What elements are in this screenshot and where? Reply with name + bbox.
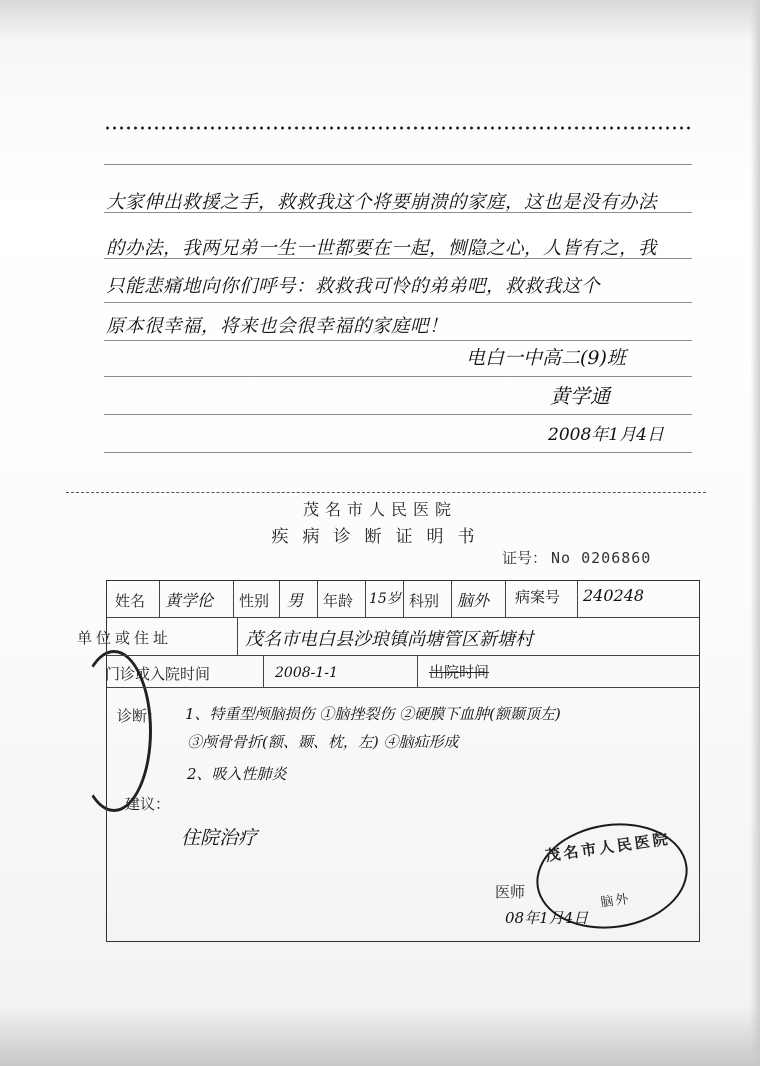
advice-label: 建议： bbox=[125, 795, 171, 813]
seal-dept: 脑外 bbox=[599, 891, 632, 911]
address-value: 茂名市电白县沙琅镇尚塘管区新塘村 bbox=[245, 629, 533, 650]
letter-dotted-rule bbox=[104, 126, 692, 130]
letter-line: 大家伸出救援之手，救救我这个将要崩溃的家庭，这也是没有办法 bbox=[106, 192, 658, 213]
col-divider bbox=[451, 581, 452, 617]
col-divider bbox=[577, 581, 578, 617]
sex-label: 性别 bbox=[239, 592, 270, 610]
col-divider bbox=[365, 581, 366, 617]
name-value: 黄学伦 bbox=[165, 591, 214, 610]
col-divider bbox=[403, 581, 404, 617]
letter-date: 2008年1月4日 bbox=[548, 425, 664, 445]
row-divider bbox=[107, 687, 699, 688]
col-divider bbox=[233, 581, 234, 617]
ruled-line bbox=[104, 340, 692, 341]
row-divider bbox=[107, 617, 699, 618]
ruled-line bbox=[104, 302, 692, 303]
letter-line: 只能悲痛地向你们呼号：救救我可怜的弟弟吧，救救我这个 bbox=[106, 276, 601, 297]
visit-label: 门诊或入院时间 bbox=[105, 665, 211, 683]
address-label: 单位或住址 bbox=[77, 629, 173, 647]
form-separator bbox=[66, 492, 706, 493]
ruled-line bbox=[104, 414, 692, 415]
name-label: 姓名 bbox=[115, 592, 146, 610]
letter-line: 的办法，我两兄弟一生一世都要在一起，恻隐之心，人皆有之，我 bbox=[106, 238, 658, 259]
letter-line: 原本很幸福，将来也会很幸福的家庭吧！ bbox=[106, 316, 449, 337]
visit-value: 2008-1-1 bbox=[275, 665, 338, 681]
seal-text: 茂名市人民医院 bbox=[544, 829, 672, 865]
ruled-line bbox=[104, 452, 692, 453]
cert-label: 证号： bbox=[502, 549, 548, 567]
scan-shadow-top bbox=[0, 0, 760, 40]
col-divider bbox=[317, 581, 318, 617]
row-divider bbox=[107, 655, 699, 656]
letter-signature: 黄学通 bbox=[550, 384, 610, 408]
cert-value: No 0206860 bbox=[551, 549, 652, 567]
diagnosis-line: 1、特重型颅脑损伤 ①脑挫裂伤 ②硬膜下血肿(额颞顶左) bbox=[185, 705, 561, 723]
letter-school: 电白一中高二(9)班 bbox=[466, 347, 626, 369]
doctor-label: 医师 bbox=[495, 883, 526, 901]
col-divider bbox=[159, 581, 160, 617]
sex-value: 男 bbox=[287, 591, 304, 610]
diagnosis-line: ③颅骨骨折(额、颞、枕，左) ④脑疝形成 bbox=[187, 733, 459, 751]
diagnosis-label: 诊断： bbox=[117, 707, 163, 725]
age-label: 年龄 bbox=[323, 592, 354, 610]
certificate-number bbox=[502, 547, 651, 568]
discharge-label: 出院时间 bbox=[429, 663, 490, 681]
case-label: 病案号 bbox=[515, 588, 561, 606]
age-value: 15岁 bbox=[369, 591, 401, 607]
dept-value: 脑外 bbox=[457, 591, 490, 610]
col-divider bbox=[279, 581, 280, 617]
col-divider bbox=[505, 581, 506, 617]
advice-value: 住院治疗 bbox=[181, 827, 258, 849]
col-divider bbox=[237, 617, 238, 655]
ruled-line bbox=[104, 164, 692, 165]
scan-shadow-bottom bbox=[0, 1006, 760, 1066]
hospital-name: 茂名市人民医院 bbox=[302, 500, 457, 519]
ruled-line bbox=[104, 376, 692, 377]
case-value: 240248 bbox=[583, 586, 645, 605]
form-title: 疾病诊断证明书 bbox=[271, 527, 489, 547]
doctor-date: 08年1月4日 bbox=[505, 909, 589, 927]
col-divider bbox=[263, 655, 264, 687]
diagnosis-line: 2、吸入性肺炎 bbox=[187, 765, 287, 783]
col-divider bbox=[417, 655, 418, 687]
dept-label: 科别 bbox=[409, 592, 440, 610]
